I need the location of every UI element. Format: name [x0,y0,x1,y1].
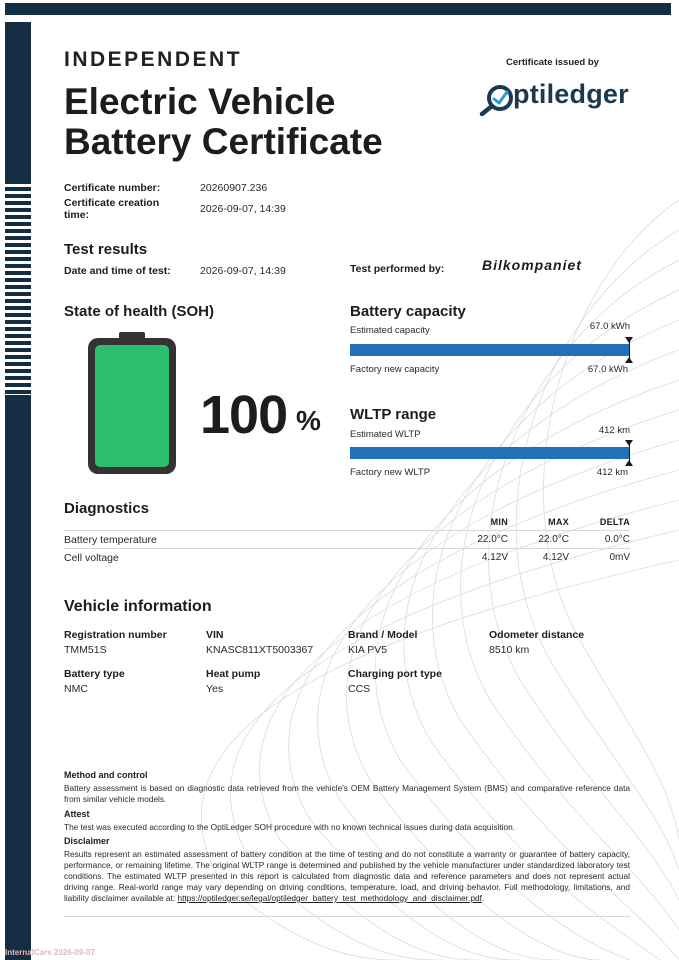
test-date-label: Date and time of test: [64,265,171,277]
disclaimer-title: Disclaimer [64,836,110,846]
estimated-capacity-value: 67.0 kWh [589,321,630,332]
certificate-creation-label-line-1: Certificate creation [64,197,160,209]
issued-by-label: Certificate issued by [506,57,599,68]
method-title: Method and control [64,770,148,780]
heat-pump-label: Heat pump [206,668,261,680]
soh-unit: % [296,405,321,436]
registration-label: Registration number [64,629,167,641]
battery-icon [86,330,178,476]
diagnostics-row-delta: 0mV [609,552,630,563]
top-bar [5,3,671,15]
disclaimer-body: Results represent an estimated assessment of battery condition at the time of testing and do not constitute a warranty or guarantee of battery capacity, performance, or remaining lifetime. The original WLTP range is determined and published by the vehicle manufacturer under standardized laboratory test conditions. The estimated WLTP presented in this report is calculated from diagnostic data and reference parameters and does not represent actual driving range. Real-world range may vary depending on driving conditions, temperature, load, and driving behavior. Full methodology, limitations, and liability disclaimer available at: [64,849,630,903]
battery-type-label: Battery type [64,668,125,680]
diagnostics-row-max: 22.0°C [538,534,569,545]
capacity-bar [350,344,630,356]
charging-port-label: Charging port type [348,668,442,680]
title-line-2: Battery Certificate [64,121,383,162]
test-results-title: Test results [64,241,148,258]
diagnostics-divider [64,530,630,531]
vin-label: VIN [206,629,224,641]
soh-value: 100 [200,385,288,445]
diagnostics-col-min: MIN [490,517,508,527]
diagnostics-row-min: 4.12V [481,552,508,563]
certificate-number: 20260907.236 [200,182,268,194]
page-title [64,82,484,162]
factory-wltp-marker [625,460,633,466]
battery-type-value: NMC [64,683,88,695]
brand-model-value: KIA PV5 [348,644,388,656]
title-line-1: Electric Vehicle [64,81,336,122]
registration-value: TMM51S [64,644,107,656]
footer-divider [64,916,630,917]
method-text: Battery assessment is based on diagnostic data retrieved from the vehicle's OEM Battery Management System (BMS) and comparative reference data from similar vehicle models. [64,783,630,804]
diagnostics-row-max: 4.12V [542,552,569,563]
disclaimer-text [64,849,630,904]
disclaimer-end: . [481,893,485,903]
certificate-creation-label [64,197,159,221]
vehicle-info-title: Vehicle information [64,598,212,615]
overline: INDEPENDENT [64,48,243,71]
brand-model-label: Brand / Model [348,629,418,641]
test-performed-by-label: Test performed by: [350,263,445,275]
diagnostics-row-min: 22.0°C [477,534,508,545]
certificate-number-label: Certificate number: [64,182,161,194]
attest-text: The test was executed according to the OptiLedger SOH procedure with no known technical issues during data acquisition. [64,822,516,832]
battery-capacity-title: Battery capacity [350,303,466,320]
estimated-wltp-value: 412 km [598,425,630,436]
wltp-title: WLTP range [350,406,437,423]
diagnostics-row-label: Cell voltage [64,552,119,564]
disclaimer-link[interactable]: https://optiledger.se/legal/optiledger_battery_test_methodology_and_disclaimer.pdf [177,893,482,903]
wltp-bar [350,447,630,459]
heat-pump-value: Yes [206,683,224,695]
diagnostics-title: Diagnostics [64,500,150,517]
attest-title: Attest [64,809,90,819]
estimated-capacity-label: Estimated capacity [350,325,430,336]
side-bar-stripes [5,180,31,395]
optiledger-logo-text: ptiledger [513,79,629,109]
side-bar [5,22,31,960]
charging-port-value: CCS [348,683,371,695]
factory-capacity-label: Factory new capacity [350,364,440,375]
test-date: 2026-09-07, 14:39 [200,265,286,277]
odometer-value: 8510 km [489,644,530,656]
diagnostics-col-max: MAX [548,517,569,527]
diagnostics-row-delta: 0.0°C [604,534,630,545]
bilkompaniet-logo: Bilkompaniet [482,257,582,273]
factory-wltp-label: Factory new WLTP [350,467,431,478]
diagnostics-col-delta: DELTA [599,517,630,527]
footer-watermark: InternalCars 2026-09-07 [5,948,95,957]
soh-title: State of health (SOH) [64,303,215,320]
certificate-creation-label-line-2: time: [64,209,90,221]
odometer-label: Odometer distance [489,629,585,641]
estimated-wltp-label: Estimated WLTP [350,429,421,440]
vin-value: KNASC811XT5003367 [206,644,314,656]
factory-capacity-value: 67.0 kWh [587,364,628,375]
factory-wltp-value: 412 km [596,467,628,478]
diagnostics-divider [64,548,630,549]
factory-capacity-marker [625,357,633,363]
certificate-creation-time: 2026-09-07, 14:39 [200,203,286,215]
diagnostics-row-label: Battery temperature [64,534,157,546]
